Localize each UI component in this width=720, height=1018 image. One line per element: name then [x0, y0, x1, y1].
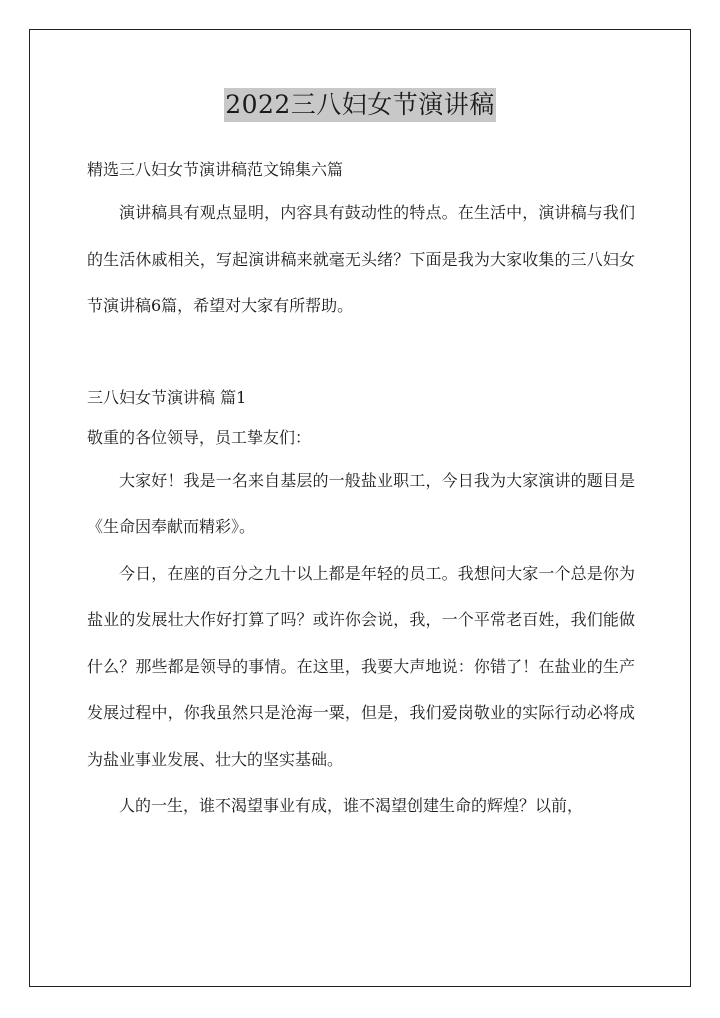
body-paragraph-1: 大家好！我是一名来自基层的一般盐业职工，今日我为大家演讲的题目是《生命因奉献而精彩》。 — [87, 470, 635, 536]
intro-paragraph: 演讲稿具有观点显明，内容具有鼓动性的特点。在生活中，演讲稿与我们的生活休戚相关，写起演讲稿来就毫无头绪？下面是我为大家收集的三八妇女节演讲稿6篇，希望对大家有所帮助。 — [87, 203, 635, 315]
body-paragraph-3: 人的一生，谁不渴望事业有成，谁不渴望创建生命的辉煌？以前， — [119, 796, 584, 815]
document-subtitle: 精选三八妇女节演讲稿范文锦集六篇 — [87, 160, 344, 179]
body-paragraph-2: 今日，在座的百分之九十以上都是年轻的员工。我想问大家一个总是你为盐业的发展壮大作好打算了吗？或许你会说，我，一个平常老百姓，我们能做什么？那些都是领导的事情。在这里，我要大声地说：你错了！在盐业的生产发展过程中，你我虽然只是沧海一粟，但是，我们爱岗敬业的实际行动必将成为盐业事业发展、壮大的坚实基础。 — [87, 563, 635, 769]
document-body — [87, 150, 635, 830]
section-spacer — [87, 330, 635, 378]
salutation: 敬重的各位领导，员工挚友们： — [87, 427, 312, 447]
document-title: 2022三八妇女节演讲稿 — [224, 88, 496, 122]
section-heading: 三八妇女节演讲稿 篇1 — [87, 387, 247, 407]
title-container — [0, 88, 720, 122]
